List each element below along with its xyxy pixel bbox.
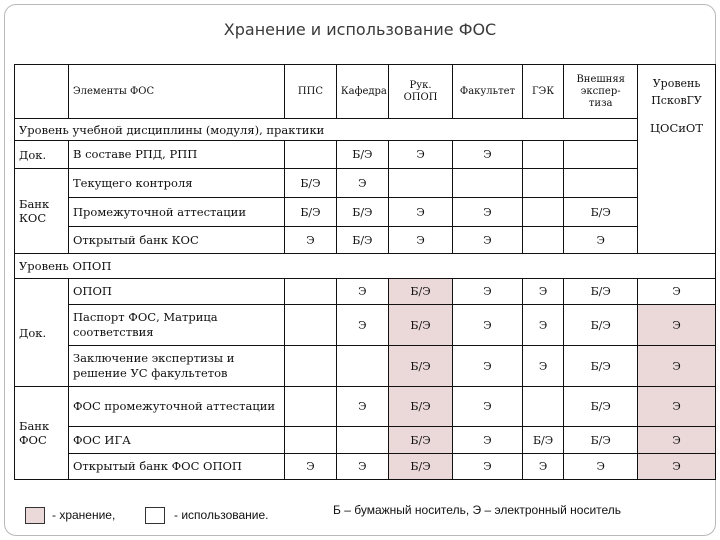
cell-kafedra: Э — [336, 169, 388, 198]
cell-fakultet: Э — [453, 279, 523, 305]
cell-kafedra: Б/Э — [336, 227, 388, 254]
cell-gek — [522, 227, 564, 254]
cell-pps — [285, 141, 337, 169]
header-gek: ГЭК — [522, 65, 564, 119]
section-title-opop: Уровень ОПОП — [15, 254, 716, 279]
section-row-discipline — [15, 119, 716, 141]
cell-ruk-opop — [388, 169, 452, 198]
cell-vneshnyaya — [564, 169, 638, 198]
group-label-bank-fos: Банк ФОС — [15, 387, 69, 480]
table-row — [15, 141, 716, 169]
cell-kafedra — [336, 346, 388, 387]
table-row — [15, 198, 716, 227]
cell-uroven: Э — [638, 427, 716, 454]
cell-vneshnyaya: Б/Э — [564, 346, 638, 387]
element-name: ОПОП — [69, 279, 285, 305]
cell-vneshnyaya: Б/Э — [564, 198, 638, 227]
cell-uroven: Э — [638, 346, 716, 387]
cell-vneshnyaya: Б/Э — [564, 427, 638, 454]
header-kafedra: Кафедра — [336, 65, 388, 119]
table-row — [15, 346, 716, 387]
element-name: Открытый банк ФОС ОПОП — [69, 454, 285, 480]
cell-fakultet: Э — [453, 346, 523, 387]
header-ruk-opop: Рук. ОПОП — [388, 65, 452, 119]
header-row — [15, 65, 716, 119]
legend-usage-label: - использование. — [174, 508, 269, 522]
cell-pps: Э — [285, 227, 337, 254]
section-row-opop — [15, 254, 716, 279]
legend-carrier-note: Б – бумажный носитель, Э – электронный носитель — [333, 503, 622, 517]
table-row — [15, 227, 716, 254]
cell-fakultet: Э — [453, 454, 523, 480]
cell-ruk-opop: Б/Э — [388, 387, 452, 427]
cell-fakultet: Э — [453, 305, 523, 346]
cell-pps — [285, 427, 337, 454]
cell-ruk-opop: Б/Э — [388, 346, 452, 387]
cell-gek — [522, 198, 564, 227]
cell-ruk-opop: Б/Э — [388, 305, 452, 346]
cell-uroven: Э — [638, 279, 716, 305]
cell-ruk-opop: Б/Э — [388, 279, 452, 305]
header-elements: Элементы ФОС — [69, 65, 285, 119]
cell-vneshnyaya: Б/Э — [564, 305, 638, 346]
cell-fakultet: Э — [453, 227, 523, 254]
cell-gek — [522, 141, 564, 169]
table-row — [15, 427, 716, 454]
cell-kafedra — [336, 427, 388, 454]
cell-vneshnyaya — [564, 141, 638, 169]
group-label-bank-kos: Банк КОС — [15, 169, 69, 254]
cell-uroven: Э — [638, 305, 716, 346]
element-name: В составе РПД, РПП — [69, 141, 285, 169]
cell-pps — [285, 346, 337, 387]
cell-kafedra: Б/Э — [336, 198, 388, 227]
legend-usage-swatch — [145, 507, 165, 524]
element-name: ФОС ИГА — [69, 427, 285, 454]
cell-fakultet: Э — [453, 427, 523, 454]
header-corner-cell — [15, 65, 69, 119]
cell-kafedra: Э — [336, 387, 388, 427]
header-pps: ППС — [285, 65, 337, 119]
group-label-dok: Док. — [15, 141, 69, 169]
cell-vneshnyaya: Э — [564, 227, 638, 254]
cell-uroven: Э — [638, 387, 716, 427]
cell-gek — [522, 387, 564, 427]
cell-kafedra: Э — [336, 305, 388, 346]
header-uroven: Уровень ПсковГУ — [638, 65, 716, 119]
cell-ruk-opop: Б/Э — [388, 454, 452, 480]
legend-storage-swatch — [25, 507, 45, 524]
table-row — [15, 169, 716, 198]
cell-ruk-opop: Б/Э — [388, 427, 452, 454]
cell-fakultet: Э — [453, 198, 523, 227]
cell-vneshnyaya: Б/Э — [564, 279, 638, 305]
cell-kafedra: Э — [336, 279, 388, 305]
cell-fakultet: Э — [453, 141, 523, 169]
group-label-dok: Док. — [15, 279, 69, 387]
element-name: ФОС промежуточной аттестации — [69, 387, 285, 427]
cell-fakultet — [453, 169, 523, 198]
cell-vneshnyaya: Э — [564, 454, 638, 480]
cell-gek — [522, 169, 564, 198]
cell-pps: Б/Э — [285, 198, 337, 227]
cell-fakultet: Э — [453, 387, 523, 427]
section-title-discipline: Уровень учебной дисциплины (модуля), практики — [15, 119, 638, 141]
cell-ruk-opop: Э — [388, 227, 452, 254]
header-fakultet: Факультет — [453, 65, 523, 119]
cell-gek: Б/Э — [522, 427, 564, 454]
element-name: Текущего контроля — [69, 169, 285, 198]
section-side-cosiot: ЦОСиОТ — [638, 119, 716, 254]
element-name: Паспорт ФОС, Матрица соответствия — [69, 305, 285, 346]
table-row — [15, 454, 716, 480]
cell-pps — [285, 279, 337, 305]
cell-kafedra: Э — [336, 454, 388, 480]
cell-kafedra: Б/Э — [336, 141, 388, 169]
cell-uroven: Э — [638, 454, 716, 480]
table-row — [15, 279, 716, 305]
table-row — [15, 305, 716, 346]
element-name: Заключение экспертизы и решение УС факультетов — [69, 346, 285, 387]
fos-table — [14, 64, 716, 480]
cell-vneshnyaya: Б/Э — [564, 387, 638, 427]
legend-storage-label: - хранение, — [52, 508, 116, 522]
cell-gek: Э — [522, 279, 564, 305]
element-name: Открытый банк КОС — [69, 227, 285, 254]
slide-title: Хранение и использование ФОС — [223, 20, 497, 39]
cell-gek: Э — [522, 305, 564, 346]
cell-gek: Э — [522, 346, 564, 387]
header-vneshnyaya: Внешняя экспер- тиза — [564, 65, 638, 119]
cell-pps — [285, 305, 337, 346]
cell-gek: Э — [522, 454, 564, 480]
element-name: Промежуточной аттестации — [69, 198, 285, 227]
cell-ruk-opop: Э — [388, 141, 452, 169]
cell-pps: Э — [285, 454, 337, 480]
cell-pps — [285, 387, 337, 427]
cell-ruk-opop: Э — [388, 198, 452, 227]
cell-pps: Б/Э — [285, 169, 337, 198]
table-row — [15, 387, 716, 427]
